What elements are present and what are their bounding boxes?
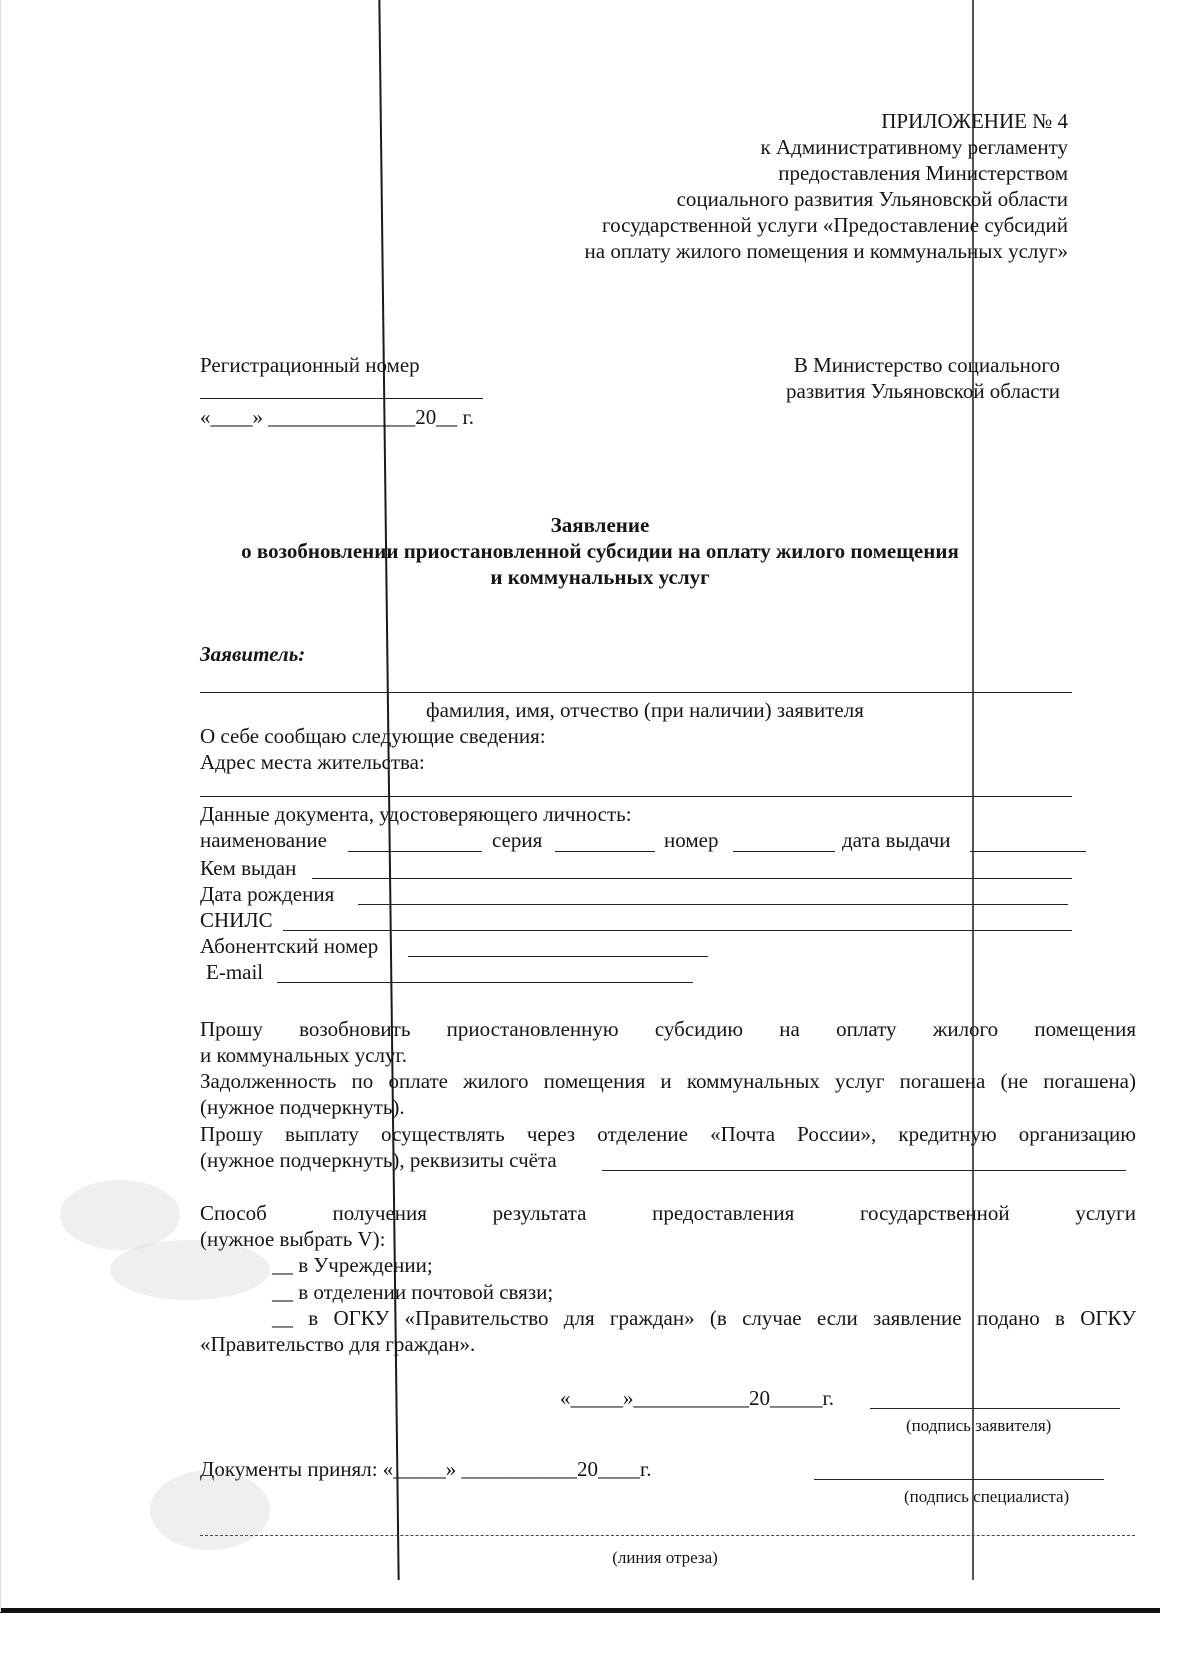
registration-date: «____» ______________20__ г. (200, 405, 474, 429)
registration-number-line (200, 398, 483, 399)
id-doc-label: Данные документа, удостоверяющего личность: (200, 802, 632, 826)
subscriber-number-line (408, 956, 708, 957)
appendix-line: к Административному регламенту (760, 135, 1068, 159)
address-label: Адрес места жительства: (200, 750, 425, 774)
document-title: Заявление (550, 513, 650, 537)
scan-bottom-edge (0, 1608, 1160, 1613)
cut-line-caption: (линия отреза) (612, 1548, 718, 1567)
account-details-line (602, 1170, 1126, 1171)
applicant-signature-caption: (подпись заявителя) (906, 1416, 1052, 1435)
payment-line: (нужное подчеркнуть), реквизиты счёта (200, 1148, 557, 1172)
result-method-line: (нужное выбрать V): (200, 1227, 386, 1251)
payment-line: Прошу выплату осуществлять через отделение «Почта России», кредитную организацию (200, 1122, 1136, 1146)
subscriber-number-label: Абонентский номер (200, 934, 379, 958)
info-intro: О себе сообщаю следующие сведения: (200, 724, 546, 748)
result-option: __ в отделении почтовой связи; (272, 1280, 554, 1304)
cut-line (200, 1535, 1135, 1536)
addressee-line: развития Ульяновской области (786, 379, 1060, 403)
doc-series-line (555, 851, 655, 852)
doc-issue-date-line (970, 851, 1086, 852)
scan-speckle (150, 1470, 270, 1550)
signature-date: «_____»___________20_____г. (560, 1386, 834, 1410)
scan-left-edge (0, 0, 1, 1612)
snils-label: СНИЛС (200, 908, 273, 932)
appendix-line: государственной услуги «Предоставление субсидий (602, 213, 1068, 237)
doc-number-line (733, 851, 835, 852)
appendix-line: предоставления Министерством (778, 161, 1068, 185)
appendix-line: социального развития Ульяновской области (676, 187, 1068, 211)
specialist-signature-caption: (подпись специалиста) (904, 1487, 1070, 1506)
doc-issue-date-label: дата выдачи (842, 828, 951, 852)
request-line: и коммунальных услуг. (200, 1043, 407, 1067)
birth-date-line (358, 904, 1068, 905)
applicant-label: Заявитель: (200, 642, 306, 666)
document-subtitle: и коммунальных услуг (490, 565, 710, 589)
issued-by-line (312, 878, 1072, 879)
applicant-name-line (200, 692, 1072, 693)
result-method-line: Способ получения результата предоставления государственной услуги (200, 1201, 1136, 1225)
email-line (277, 982, 693, 983)
doc-number-label: номер (664, 828, 719, 852)
issued-by-label: Кем выдан (200, 856, 297, 880)
registration-label: Регистрационный номер (200, 353, 420, 377)
snils-line (283, 930, 1072, 931)
address-line (200, 796, 1072, 797)
result-option: __ в Учреждении; (272, 1253, 433, 1277)
result-option: «Правительство для граждан». (200, 1332, 476, 1356)
doc-name-label: наименование (200, 828, 327, 852)
doc-series-label: серия (492, 828, 543, 852)
applicant-signature-line (870, 1408, 1120, 1409)
result-option: __ в ОГКУ «Правительство для граждан» (в случае если заявление подано в ОГКУ (272, 1306, 1136, 1330)
applicant-name-caption: фамилия, имя, отчество (при наличии) заявителя (426, 698, 864, 722)
documents-accepted: Документы принял: «_____» ___________20____г. (200, 1457, 652, 1481)
scan-speckle (110, 1240, 270, 1300)
addressee-line: В Министерство социального (793, 353, 1060, 377)
debt-line: Задолженность по оплате жилого помещения и коммунальных услуг погашена (не погашена) (200, 1069, 1136, 1093)
scan-speckle (60, 1180, 180, 1250)
doc-name-line (348, 851, 482, 852)
debt-line: (нужное подчеркнуть). (200, 1095, 405, 1119)
specialist-signature-line (814, 1479, 1104, 1480)
appendix-line: на оплату жилого помещения и коммунальных услуг» (584, 239, 1068, 263)
appendix-title: ПРИЛОЖЕНИЕ № 4 (881, 109, 1068, 133)
document-subtitle: о возобновлении приостановленной субсидии на оплату жилого помещения (241, 539, 959, 563)
birth-date-label: Дата рождения (200, 882, 335, 906)
email-label: E-mail (206, 960, 264, 984)
request-line: Прошу возобновить приостановленную субсидию на оплату жилого помещения (200, 1017, 1136, 1041)
